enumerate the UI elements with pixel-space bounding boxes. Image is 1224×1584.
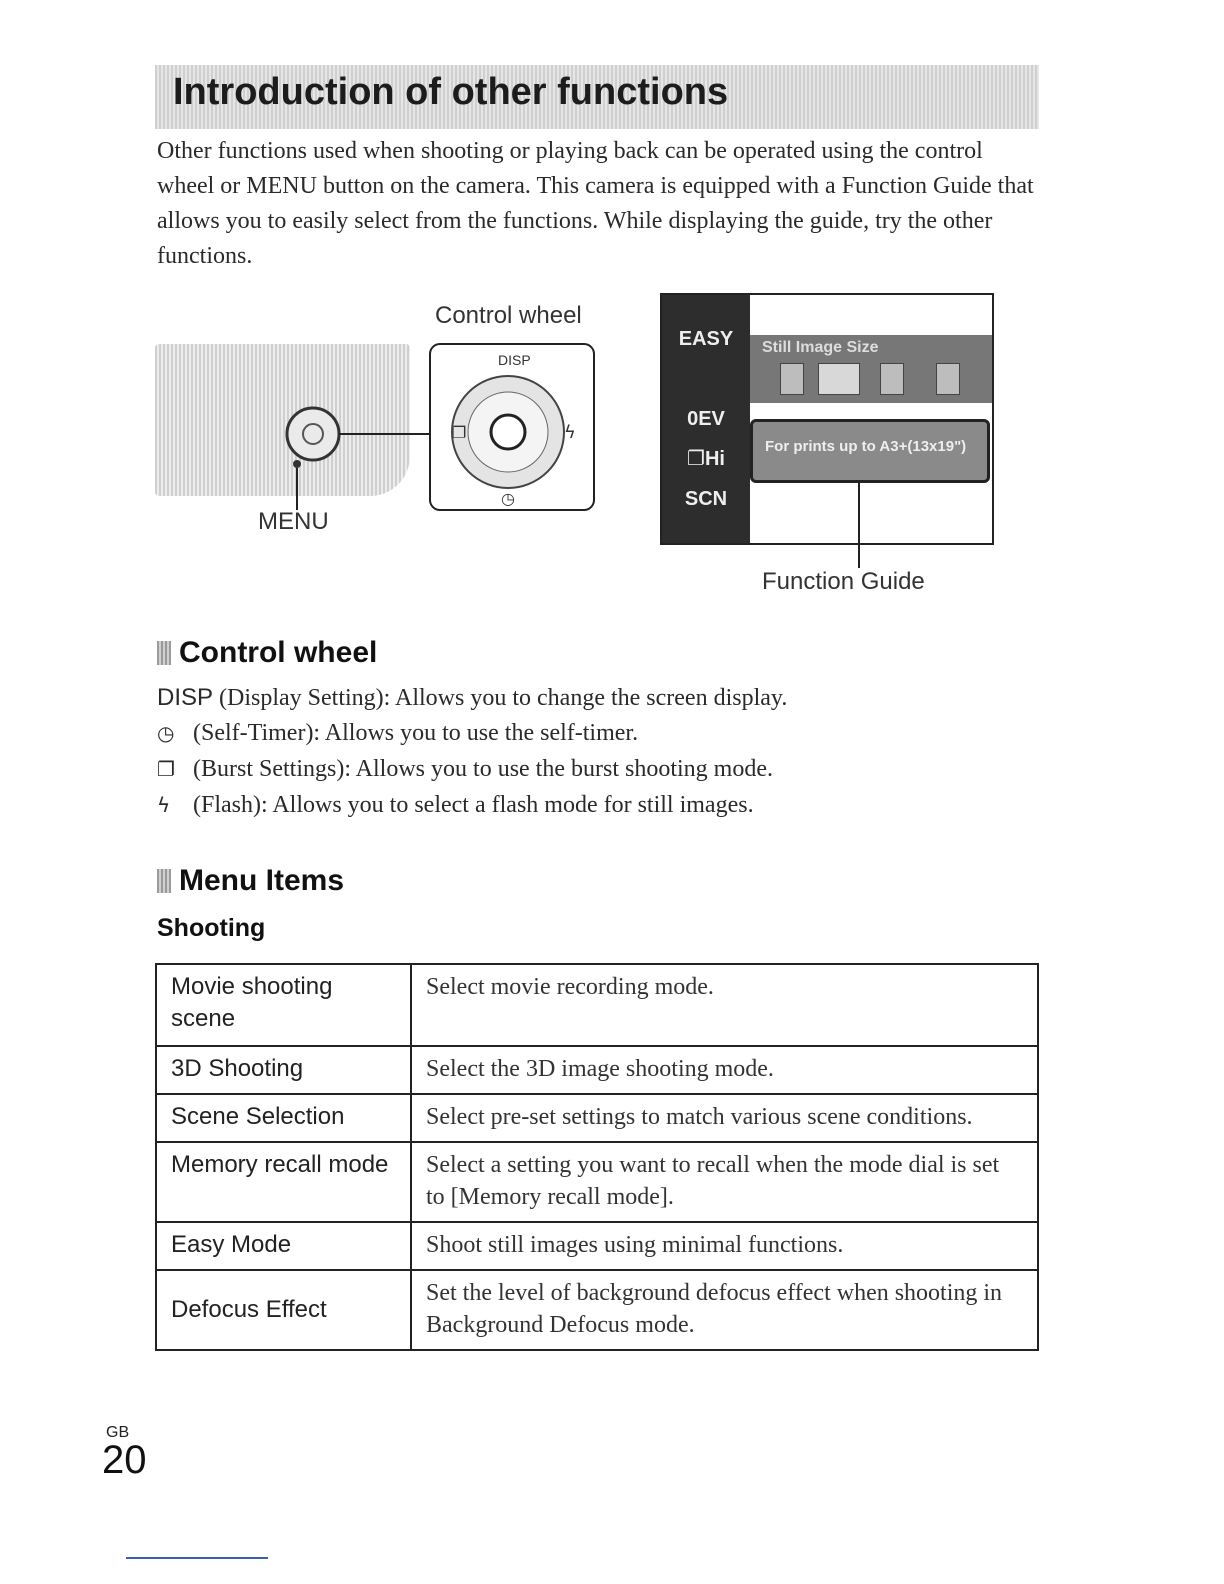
table-row bbox=[156, 1046, 1038, 1094]
menu-items-table bbox=[155, 963, 1039, 1351]
menu-item-desc: Select pre-set settings to match various scene conditions. bbox=[411, 1094, 1038, 1142]
size-option-icon bbox=[880, 363, 904, 395]
flash-icon: ϟ bbox=[157, 793, 171, 817]
side-item-easy: EASY bbox=[678, 328, 734, 350]
image-size-band bbox=[750, 335, 992, 403]
section-banner bbox=[155, 65, 1039, 129]
menu-items-heading bbox=[157, 864, 344, 898]
size-option-icon bbox=[780, 363, 804, 395]
wheel-center-button bbox=[491, 415, 525, 449]
menu-item-name: Defocus Effect bbox=[156, 1270, 411, 1350]
camera-wheel-button bbox=[287, 408, 339, 460]
cw-desc-burst: (Burst Settings): Allows you to use the burst shooting mode. bbox=[193, 756, 773, 782]
guide-pointer-line bbox=[858, 480, 860, 568]
cw-key-disp: DISP bbox=[157, 684, 214, 711]
page-number: 20 bbox=[102, 1438, 147, 1482]
table-row bbox=[156, 1094, 1038, 1142]
page-title: Introduction of other functions bbox=[173, 71, 729, 113]
menu-item-desc: Set the level of background defocus effect when shooting in Background Defocus mode. bbox=[411, 1270, 1038, 1350]
band-title: Still Image Size bbox=[762, 339, 879, 356]
heading-bullet bbox=[157, 869, 171, 893]
bottom-rule bbox=[126, 1557, 268, 1559]
size-option-icon bbox=[936, 363, 960, 395]
cw-item-burst bbox=[157, 756, 773, 783]
menu-item-name: Memory recall mode bbox=[156, 1142, 411, 1222]
function-guide-box bbox=[750, 419, 990, 483]
table-row bbox=[156, 964, 1038, 1046]
menu-item-desc: Select a setting you want to recall when the mode dial is set to [Memory recall mode]. bbox=[411, 1142, 1038, 1222]
side-item-ev: 0EV bbox=[687, 408, 725, 430]
self-timer-icon: ◷ bbox=[157, 721, 175, 745]
table-row bbox=[156, 1142, 1038, 1222]
control-wheel-diagram bbox=[150, 340, 610, 540]
function-guide-text: For prints up to A3+(13x19") bbox=[765, 438, 967, 455]
menu-item-name: Movie shooting scene bbox=[156, 964, 411, 1046]
cw-desc-self-timer: (Self-Timer): Allows you to use the self-timer. bbox=[193, 720, 639, 746]
intro-paragraph: Other functions used when shooting or playing back can be operated using the control wheel or MENU button on the camera. This camera is equipped with a Function Guide that allows you to easily select from the functions. While displaying the guide, try the other functions. bbox=[157, 138, 1034, 269]
self-timer-icon: ◷ bbox=[501, 489, 515, 508]
menu-item-name: Scene Selection bbox=[156, 1094, 411, 1142]
wheel-disp-label: DISP bbox=[498, 352, 531, 368]
burst-icon: ❐ bbox=[452, 423, 467, 442]
table-row bbox=[156, 1270, 1038, 1350]
side-item-scn: SCN bbox=[684, 488, 728, 510]
size-option-icon-selected bbox=[818, 363, 860, 395]
menu-item-name: Easy Mode bbox=[156, 1222, 411, 1270]
cw-desc-disp: (Display Setting): Allows you to change the screen display. bbox=[219, 685, 788, 711]
control-wheel-title: Control wheel bbox=[179, 636, 378, 669]
control-wheel-caption: Control wheel bbox=[435, 302, 582, 329]
menu-items-title: Menu Items bbox=[179, 864, 345, 897]
side-item-burst: ❐Hi bbox=[687, 448, 725, 470]
language-code: GB bbox=[106, 1424, 130, 1441]
menu-item-desc: Shoot still images using minimal functions. bbox=[411, 1222, 1038, 1270]
cw-item-disp bbox=[157, 684, 787, 712]
cw-desc-flash: (Flash): Allows you to select a flash mode for still images. bbox=[193, 792, 754, 818]
cw-item-self-timer bbox=[157, 720, 638, 747]
menu-item-desc: Select the 3D image shooting mode. bbox=[411, 1046, 1038, 1094]
function-guide-caption: Function Guide bbox=[762, 568, 925, 595]
shooting-subheading: Shooting bbox=[157, 914, 266, 942]
menu-item-name: 3D Shooting bbox=[156, 1046, 411, 1094]
menu-item-desc: Select movie recording mode. bbox=[411, 964, 1038, 1046]
screen-side-menu bbox=[662, 295, 750, 543]
heading-bullet bbox=[157, 641, 171, 665]
menu-button-dot bbox=[293, 460, 301, 468]
camera-screen bbox=[660, 293, 994, 545]
flash-icon: ϟ bbox=[564, 422, 576, 443]
control-wheel-heading bbox=[157, 636, 377, 670]
cw-item-flash bbox=[157, 792, 754, 819]
menu-caption: MENU bbox=[258, 508, 329, 535]
burst-icon: ❐ bbox=[157, 757, 175, 781]
table-row bbox=[156, 1222, 1038, 1270]
